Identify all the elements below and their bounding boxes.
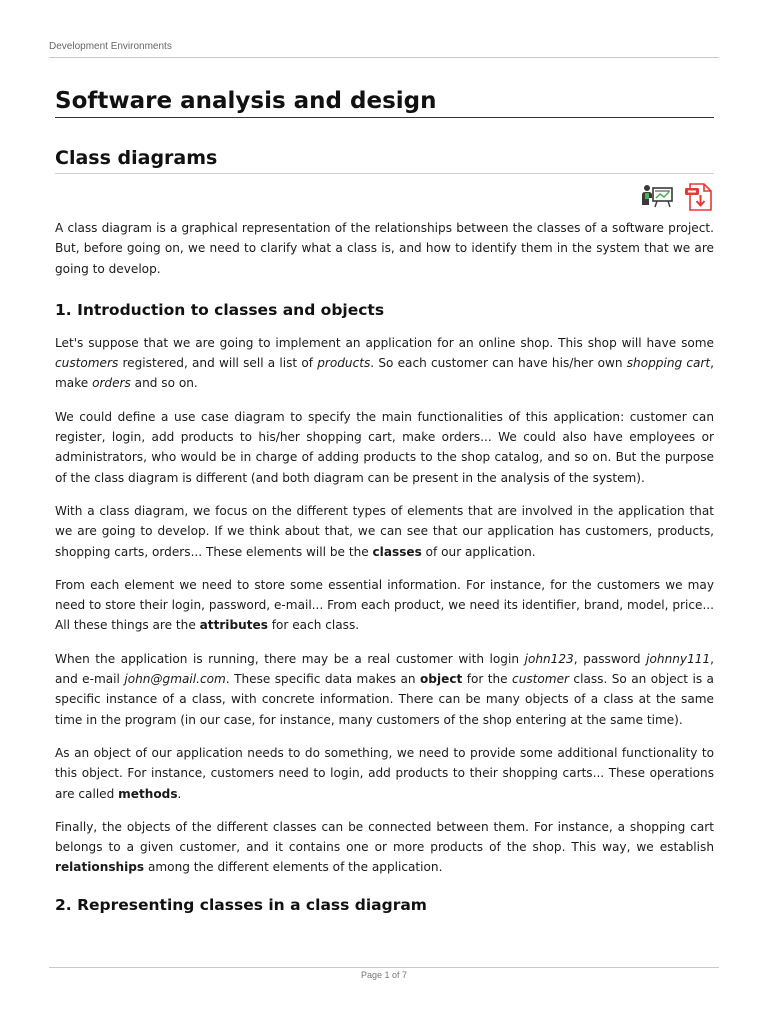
paragraph-classes: With a class diagram, we focus on the different types of elements that are involved in the application that we are going to develop. If we think about that, we can see that our application has customers, products, shopping carts, orders... These elements will be the classes of our application.	[55, 503, 714, 559]
page-number: Page 1 of 7	[49, 967, 719, 980]
page-title: Software analysis and design	[55, 86, 714, 118]
pdf-download-icon[interactable]	[684, 183, 714, 215]
paragraph-methods: As an object of our application needs to do something, we need to provide some additional functionality to this object. For instance, customers need to login, add products to their shopping carts... These operations are called methods.	[55, 745, 714, 801]
paragraph-use-case: We could define a use case diagram to specify the main functionalities of this application: customer can register, login, add products to his/her shopping cart, make orders... We could also have employees or administrators, who would be in charge of adding products to the shop catalog, and so on. But the purpose of the class diagram is different (and both diagram can be present in the analysis of the system).	[55, 409, 714, 485]
resource-icons	[55, 174, 714, 218]
paragraph-objects: When the application is running, there may be a real customer with login john123, password johnny111, and e-mail john@gmail.com. These specific data makes an object for the customer class. So an object is a specific instance of a class, with concrete information. There can be many objects of a class at the same time in the program (in our case, for instance, many customers of the shop entering at the same time).	[55, 651, 715, 727]
page-content	[55, 86, 714, 928]
section-heading-2: 2. Representing classes in a class diagram	[55, 895, 427, 914]
page-subtitle: Class diagrams	[55, 145, 714, 174]
section-heading-1: 1. Introduction to classes and objects	[55, 300, 385, 319]
paragraph-attributes: From each element we need to store some essential information. For instance, for the customers we may need to store their login, password, e-mail... From each product, we need its identifier, brand, model, price... All these things are the attributes for each class.	[55, 577, 714, 633]
paragraph-relationships: Finally, the objects of the different classes can be connected between them. For instance, a shopping cart belongs to a given customer, and it contains one or more products of the shop. This way, we establish relationships among the different elements of the application.	[55, 819, 714, 875]
intro-paragraph: A class diagram is a graphical representation of the relationships between the classes of a software project. But, before going on, we need to clarify what a class is, and how to identify them in the system that we are going to develop.	[55, 221, 714, 276]
running-header: Development Environments	[49, 41, 719, 58]
paragraph-online-shop: Let's suppose that we are going to implement an application for an online shop. This shop will have some customers registered, and will sell a list of products. So each customer can have his/her own shopping cart, make orders and so on.	[55, 335, 715, 391]
presentation-icon[interactable]	[640, 183, 674, 213]
